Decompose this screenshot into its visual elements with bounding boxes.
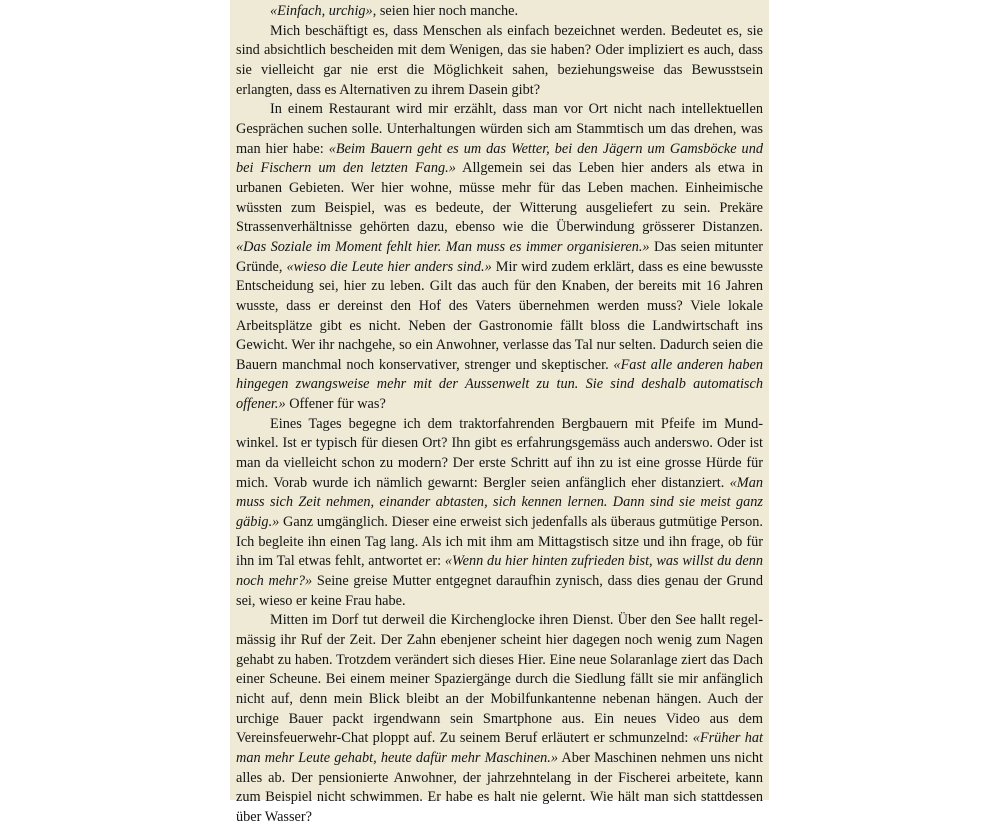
text-run: Ganz umgänglich. Dieser eine erweist sich jedenfalls als überaus gutmütige Person. Ich begleite ihn einen Tag lang. Als ich mit ihm am Mittagstisch sitze und ihn frage, ob für ihn im Tal etwas fehlt, antwortet er: bbox=[236, 514, 763, 570]
quote-text: «Man muss sich Zeit nehmen, einander abtasten, sich kennen lernen. Dann sind sie meist ganz gäbig.» bbox=[236, 474, 763, 531]
paragraph-1 bbox=[236, 2, 763, 22]
text-run: Mitten im Dorf tut derweil die Kirchenglocke ihren Dienst. Über den See hallt regelmässig ihr Ruf der Zeit. Der Zahn ebenjener scheint hier dagegen noch wenig zum Nagen gehabt zu haben. Trotzdem verändert sich dieses Hier. Eine neue Solaranlage ziert das Dach einer Scheune. Bei einem meiner Spaziergänge durch die Siedlung fällt sie mir anfänglich nicht auf, denn mein Blick bleibt an der Mobilfunkantenne nebenan hängen. Auch der urchige Bauer packt irgendwann sein Smartphone aus. Ein neues Video aus dem Vereinsfeuerwehr-Chat ploppt auf. Zu seinem Beruf erläutert er schmunzelnd: bbox=[236, 612, 763, 747]
article-body bbox=[236, 2, 763, 828]
text-run: Eines Tages begegne ich dem traktorfahrenden Bergbauern mit Pfeife im Mundwinkel. Ist er typisch für diesen Ort? Ihn gibt es erfahrungsgemäss auch anderswo. Oder ist man da vielleicht schon zu modern? Der erste Schritt auf ihn zu ist eine grosse Hürde für mich. Vorab wurde ich nämlich gewarnt: Bergler seien anfänglich eher distanziert. bbox=[236, 415, 763, 491]
quote-text: «Das Soziale im Moment fehlt hier. Man muss es immer organisieren.» bbox=[236, 238, 650, 255]
text-run: In einem Restaurant wird mir erzählt, dass man vor Ort nicht nach intellektuellen Gesprächen suchen solle. Unterhaltungen würden sich am Stammtisch um das drehen, was man hier habe: bbox=[236, 101, 763, 157]
text-run: , seien hier noch manche. bbox=[372, 3, 519, 19]
text-run: Seine greise Mutter entgegnet daraufhin zynisch, dass dies genau der Grund sei, wieso er keine Frau habe. bbox=[236, 573, 763, 609]
text-run: Mir wird zudem erklärt, dass es eine bewusste Entscheidung sei, hier zu leben. Gilt das auch für den Knaben, der bereits mit 16 Jahren wusste, dass er dereinst den Hof des Vaters übernehmen werden muss? Viele lokale Arbeitsplätze gibt es nicht. Neben der Gastronomie fällt bloss die Landwirtschaft ins Gewicht. Wer ihr nachgehe, so ein Anwohner, verlasse das Tal nur selten. Dadurch seien die Bauern manchmal noch konservativer, strenger und skeptischer. bbox=[236, 258, 763, 373]
quote-text: «Wenn du hier hinten zufrieden bist, was willst du denn noch mehr?» bbox=[236, 553, 763, 590]
paragraph-5 bbox=[236, 611, 763, 827]
quote-text: «Beim Bauern geht es um das Wetter, bei den Jägern um Gamsböcke und bei Fischern um den letzten Fang.» bbox=[236, 140, 763, 177]
text-run: Allgemein sei das Leben hier anders als etwa in urbanen Gebieten. Wer hier wohne, müsse mehr für das Leben machen. Einheimische wüssten zum Beispiel, was es bedeute, der Witterung ausgeliefert zu sein. Prekäre Strassenverhältnisse gehörten dazu, ebenso wie die Überwindung grösserer Distanzen. bbox=[236, 160, 764, 236]
paragraph-3 bbox=[236, 100, 763, 415]
paragraph-4 bbox=[236, 415, 763, 612]
text-run: Mich beschäftigt es, dass Menschen als einfach bezeichnet werden. Bedeutet es, sie sind absichtlich bescheiden mit dem Wenigen, das sie haben? Oder impliziert es auch, dass sie vielleicht gar nie erst die Möglichkeit sahen, beziehungsweise das Bewusstsein erlangten, dass es Alternativen zu ihrem Dasein gibt? bbox=[236, 22, 763, 98]
quote-text: «wieso die Leute hier anders sind.» bbox=[286, 258, 492, 275]
paragraph-2 bbox=[236, 22, 763, 101]
quote-text: «Früher hat man mehr Leute gehabt, heute dafür mehr Maschinen.» bbox=[236, 730, 763, 766]
quote-text: «Fast alle anderen haben hingegen zwangsweise mehr mit der Aussenwelt zu tun. Sie sind deshalb automatisch offener.» bbox=[236, 356, 763, 413]
text-run: Das seien mitunter Gründe, bbox=[236, 238, 763, 275]
text-run: Offener für was? bbox=[285, 396, 386, 413]
quote-text: «Einfach, urchig» bbox=[270, 3, 373, 19]
document-page bbox=[230, 0, 769, 825]
text-run: Aber Maschinen nehmen uns nicht alles ab. Der pensionierte Anwohner, der jahrzehntelang in der Fischerei arbeitete, kann zum Beispiel nicht schwimmen. Er habe es halt nie gelernt. Wie hält man sich stattdessen über Wasser? bbox=[236, 749, 763, 825]
